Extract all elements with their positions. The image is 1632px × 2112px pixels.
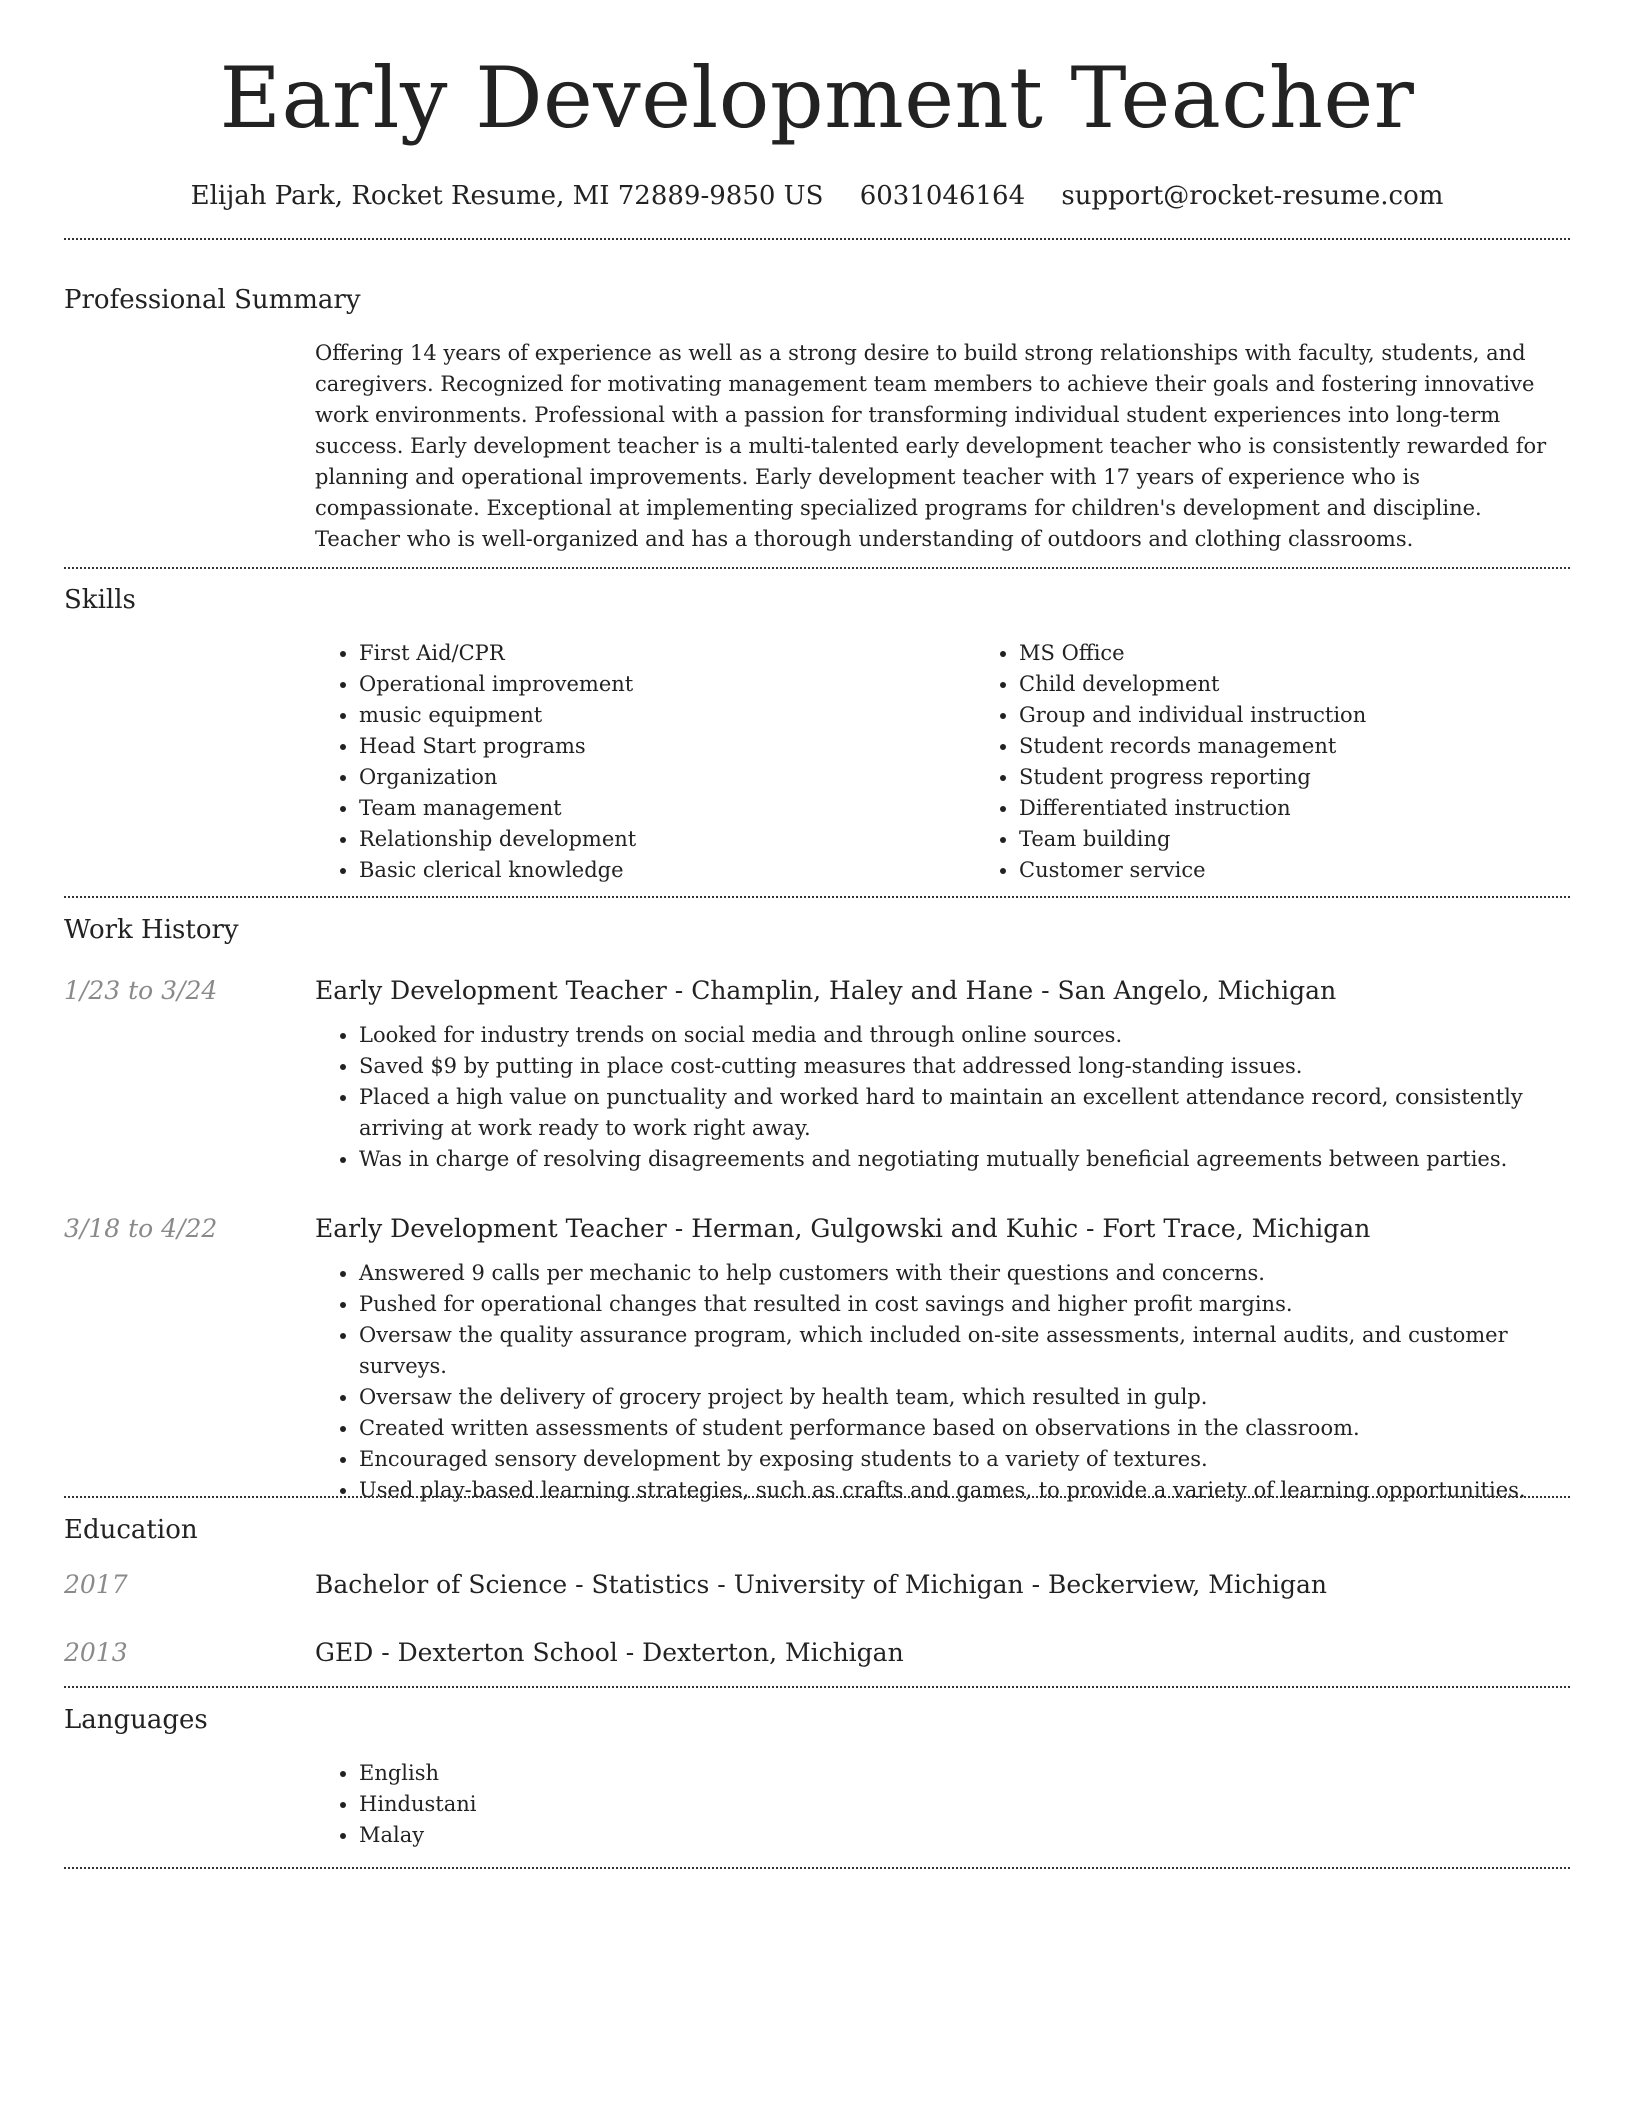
skills-heading: Skills [64,585,136,615]
summary-section [64,284,1570,551]
skill-item: • Team management [359,793,975,824]
languages-heading: Languages [64,1705,208,1735]
job-bullet: • Oversaw the delivery of grocery project by health team, which resulted in gulp. [359,1382,1570,1413]
skill-item: • Team building [1019,824,1632,855]
job-bullet: • Encouraged sensory development by exposing students to a variety of textures. [359,1444,1570,1475]
skills-grid [315,638,1570,886]
skill-item: • Group and individual instruction [1019,700,1632,731]
job-bullet: • Used play-based learning strategies, such as crafts and games, to provide a variety of learning opportunities. [359,1475,1570,1506]
skills-list-left [315,638,975,886]
job-bullet: • Answered 9 calls per mechanic to help customers with their questions and concerns. [359,1258,1570,1289]
divider [64,1867,1570,1869]
skill-item: • Relationship development [359,824,975,855]
divider [64,238,1570,240]
languages-list [315,1758,1569,1851]
skill-item: • Customer service [1019,855,1632,886]
job-title: Early Development Teacher - Champlin, Haley and Hane - San Angelo, Michigan [315,976,1337,1005]
contact-line [64,178,1570,214]
education-year: 2013 [64,1638,128,1667]
work-heading: Work History [64,915,239,945]
divider [64,896,1570,898]
contact-email: support@rocket-resume.com [1061,181,1444,211]
resume-title: Early Development Teacher [219,49,1415,147]
job-body [315,974,1570,1175]
skill-item: • Basic clerical knowledge [359,855,975,886]
language-item: • Malay [359,1820,1569,1851]
education-entry [64,1568,1570,1608]
job-dates: 3/18 to 4/22 [64,1214,218,1243]
job-bullet: • Oversaw the quality assurance program, which included on-site assessments, internal audits, and customer surveys. [359,1320,1570,1382]
language-item: • English [359,1758,1569,1789]
skill-item: • Student progress reporting [1019,762,1632,793]
divider [64,1496,1570,1498]
skill-item: • Child development [1019,669,1632,700]
skill-item: • MS Office [1019,638,1632,669]
skill-item: • Operational improvement [359,669,975,700]
education-entry [64,1636,1570,1676]
skill-item: • Head Start programs [359,731,975,762]
job-title: Early Development Teacher - Herman, Gulgowski and Kuhic - Fort Trace, Michigan [315,1214,1371,1243]
contact-phone: 6031046164 [859,181,1026,211]
language-item: • Hindustani [359,1789,1569,1820]
resume-page [64,0,1570,1847]
skill-item: • First Aid/CPR [359,638,975,669]
education-section [64,1514,1570,1667]
job-bullet: • Looked for industry trends on social media and through online sources. [359,1020,1570,1051]
skills-section [64,584,1570,882]
skill-item: • Organization [359,762,975,793]
divider [64,567,1570,569]
skill-item: • Differentiated instruction [1019,793,1632,824]
job-bullets [315,1020,1570,1175]
contact-address: Elijah Park, Rocket Resume, MI 72889-9850 US [190,181,824,211]
job-bullet: • Created written assessments of student performance based on observations in the classroom. [359,1413,1570,1444]
skill-item: • music equipment [359,700,975,731]
education-year: 2017 [64,1570,128,1599]
divider [64,1686,1570,1688]
education-heading: Education [64,1515,198,1545]
job-body [315,1212,1570,1506]
education-degree: Bachelor of Science - Statistics - University of Michigan - Beckerview, Michigan [315,1570,1327,1599]
job-dates: 1/23 to 3/24 [64,976,218,1005]
job-bullets [315,1258,1570,1506]
education-degree: GED - Dexterton School - Dexterton, Michigan [315,1638,904,1667]
skill-item: • Student records management [1019,731,1632,762]
job-bullet: • Pushed for operational changes that resulted in cost savings and higher profit margins. [359,1289,1570,1320]
skills-list-right [975,638,1632,886]
work-section [64,914,1570,1502]
summary-heading: Professional Summary [64,285,361,315]
job-bullet: • Placed a high value on punctuality and worked hard to maintain an excellent attendance record, consistently arriving at work ready to work right away. [359,1082,1570,1144]
languages-section [64,1704,1570,1847]
job-bullet: • Was in charge of resolving disagreements and negotiating mutually beneficial agreements between parties. [359,1144,1570,1175]
job-bullet: • Saved $9 by putting in place cost-cutting measures that addressed long-standing issues. [359,1051,1570,1082]
summary-text: Offering 14 years of experience as well as a strong desire to build strong relationships with faculty, students, and caregivers. Recognized for motivating management team members to achieve their goals and fostering innovative work environments. Professional with a passion for transforming individual student experiences into long-term success. Early development teacher is a multi-talented early development teacher who is consistently rewarded for planning and operational improvements. Early development teacher with 17 years of experience who is compassionate. Exceptional at implementing specialized programs for children's development and discipline. Teacher who is well-organized and has a thorough understanding of outdoors and clothing classrooms. [315,341,1547,551]
